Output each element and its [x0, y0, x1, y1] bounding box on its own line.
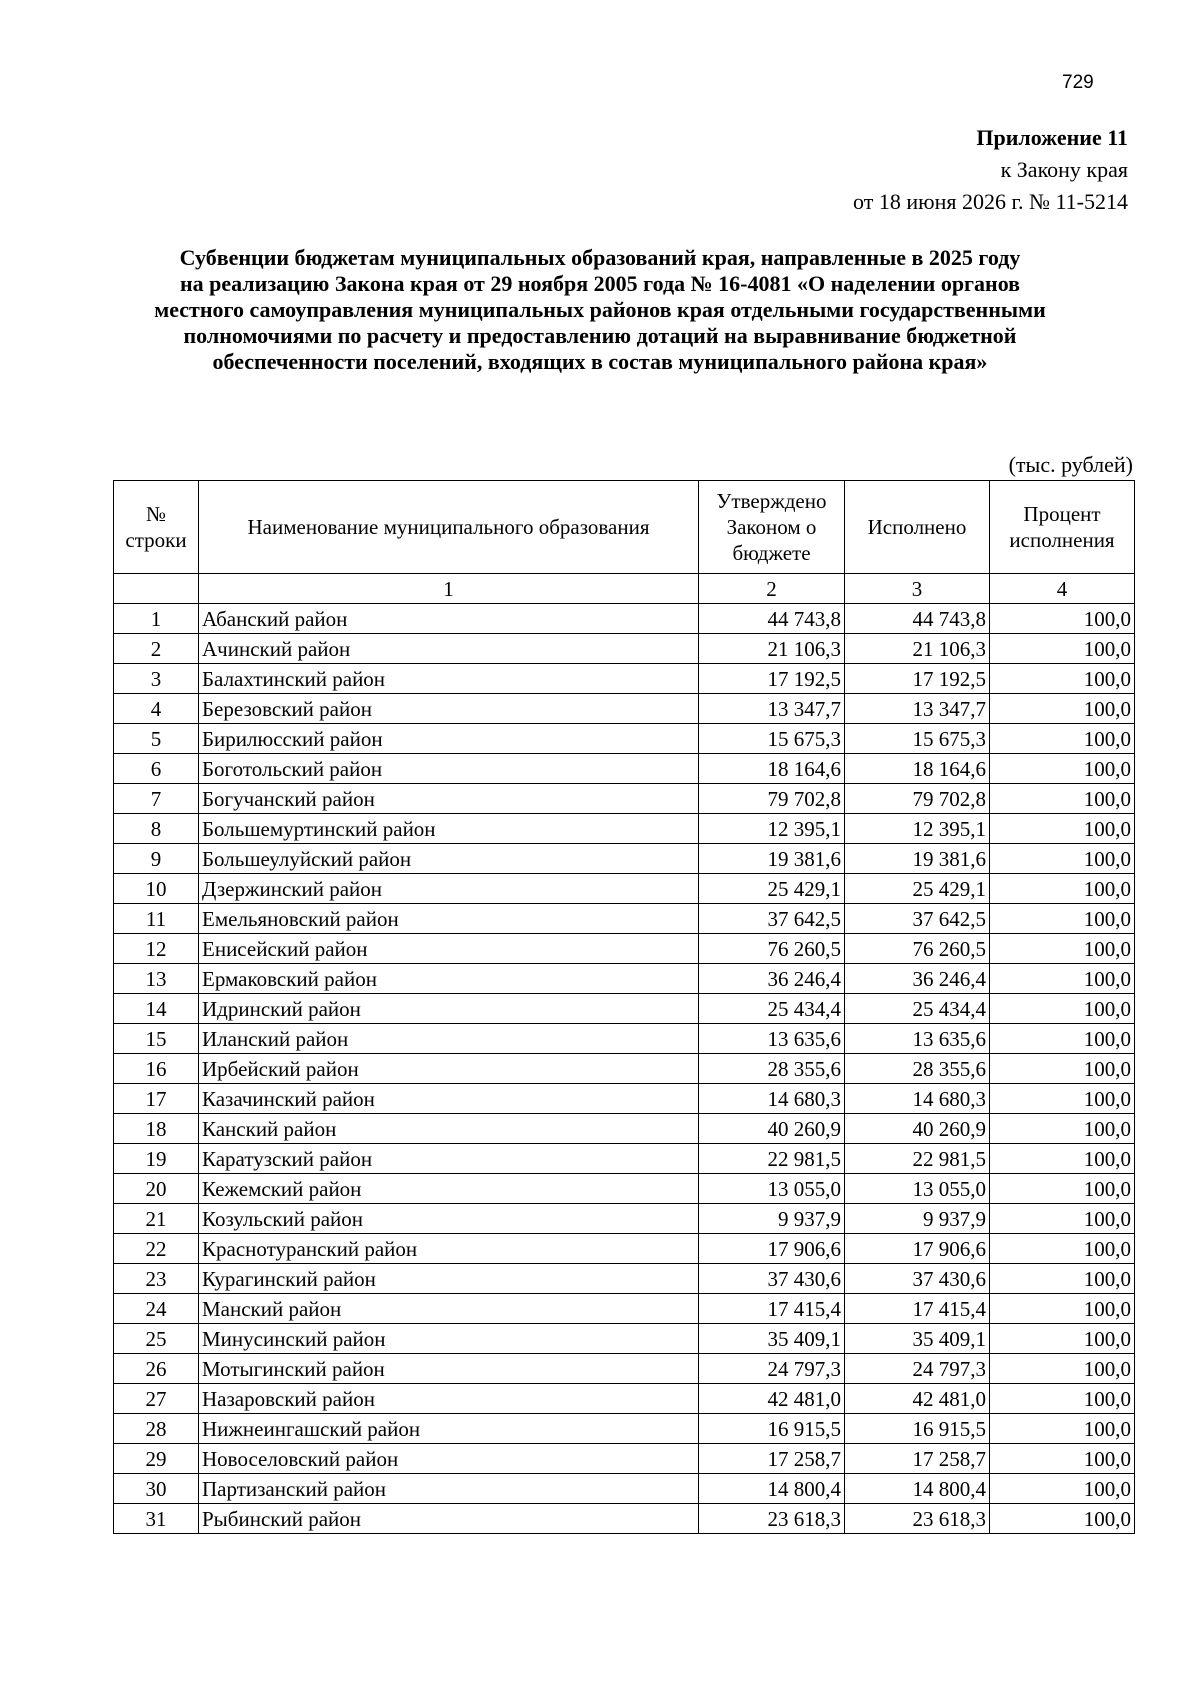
column-number: 4 [990, 574, 1135, 604]
table-row [114, 994, 1135, 1024]
header-approved [699, 481, 845, 574]
municipality-name-cell: Большеулуйский район [199, 844, 699, 874]
percent-cell: 100,0 [990, 694, 1135, 724]
header-approved-line: Утверждено [716, 489, 827, 513]
executed-amount-cell: 17 415,4 [845, 1294, 990, 1324]
row-number-cell: 17 [114, 1084, 199, 1114]
title-line: Субвенции бюджетам муниципальных образований края, направленные в 2025 году [179, 245, 1021, 270]
approved-amount-cell: 42 481,0 [699, 1384, 845, 1414]
header-row-number-line: строки [125, 528, 187, 552]
header-executed: Исполнено [845, 481, 990, 574]
table-header-row [114, 481, 1135, 574]
header-municipality-name: Наименование муниципального образования [199, 481, 699, 574]
appendix-title: Приложение 11 [976, 125, 1128, 150]
row-number-cell: 6 [114, 754, 199, 784]
executed-amount-cell: 37 642,5 [845, 904, 990, 934]
percent-cell: 100,0 [990, 1444, 1135, 1474]
municipality-name-cell: Ермаковский район [199, 964, 699, 994]
municipality-name-cell: Идринский район [199, 994, 699, 1024]
percent-cell: 100,0 [990, 1084, 1135, 1114]
executed-amount-cell: 17 906,6 [845, 1234, 990, 1264]
percent-cell: 100,0 [990, 1174, 1135, 1204]
table-row [114, 1234, 1135, 1264]
municipality-name-cell: Канский район [199, 1114, 699, 1144]
executed-amount-cell: 15 675,3 [845, 724, 990, 754]
approved-amount-cell: 18 164,6 [699, 754, 845, 784]
municipality-name-cell: Березовский район [199, 694, 699, 724]
municipality-name-cell: Балахтинский район [199, 664, 699, 694]
header-percent-line: исполнения [1009, 528, 1115, 552]
percent-cell: 100,0 [990, 1114, 1135, 1144]
municipality-name-cell: Минусинский район [199, 1324, 699, 1354]
approved-amount-cell: 23 618,3 [699, 1504, 845, 1534]
header-row-number [114, 481, 199, 574]
executed-amount-cell: 40 260,9 [845, 1114, 990, 1144]
approved-amount-cell: 9 937,9 [699, 1204, 845, 1234]
table-row [114, 934, 1135, 964]
municipality-name-cell: Партизанский район [199, 1474, 699, 1504]
municipality-name-cell: Енисейский район [199, 934, 699, 964]
approved-amount-cell: 17 258,7 [699, 1444, 845, 1474]
percent-cell: 100,0 [990, 754, 1135, 784]
executed-amount-cell: 79 702,8 [845, 784, 990, 814]
percent-cell: 100,0 [990, 1354, 1135, 1384]
percent-cell: 100,0 [990, 1054, 1135, 1084]
municipality-name-cell: Бирилюсский район [199, 724, 699, 754]
appendix-law-date: от 18 июня 2026 г. № 11-5214 [853, 189, 1128, 214]
municipality-name-cell: Ирбейский район [199, 1054, 699, 1084]
row-number-cell: 21 [114, 1204, 199, 1234]
approved-amount-cell: 36 246,4 [699, 964, 845, 994]
table-row [114, 784, 1135, 814]
row-number-cell: 2 [114, 634, 199, 664]
row-number-cell: 20 [114, 1174, 199, 1204]
municipality-name-cell: Абанский район [199, 604, 699, 634]
percent-cell: 100,0 [990, 1474, 1135, 1504]
table-body [114, 604, 1135, 1534]
table-row [114, 1444, 1135, 1474]
table-row [114, 1384, 1135, 1414]
percent-cell: 100,0 [990, 1504, 1135, 1534]
row-number-cell: 15 [114, 1024, 199, 1054]
approved-amount-cell: 21 106,3 [699, 634, 845, 664]
approved-amount-cell: 25 434,4 [699, 994, 845, 1024]
approved-amount-cell: 76 260,5 [699, 934, 845, 964]
executed-amount-cell: 13 635,6 [845, 1024, 990, 1054]
municipality-name-cell: Большемуртинский район [199, 814, 699, 844]
table-row [114, 1114, 1135, 1144]
executed-amount-cell: 42 481,0 [845, 1384, 990, 1414]
municipality-name-cell: Мотыгинский район [199, 1354, 699, 1384]
executed-amount-cell: 22 981,5 [845, 1144, 990, 1174]
row-number-cell: 3 [114, 664, 199, 694]
municipality-name-cell: Рыбинский район [199, 1504, 699, 1534]
approved-amount-cell: 37 642,5 [699, 904, 845, 934]
header-approved-line: бюджете [732, 541, 811, 565]
executed-amount-cell: 14 680,3 [845, 1084, 990, 1114]
executed-amount-cell: 13 055,0 [845, 1174, 990, 1204]
percent-cell: 100,0 [990, 634, 1135, 664]
percent-cell: 100,0 [990, 1024, 1135, 1054]
table-row [114, 1324, 1135, 1354]
column-number-empty [114, 574, 199, 604]
approved-amount-cell: 35 409,1 [699, 1324, 845, 1354]
percent-cell: 100,0 [990, 1204, 1135, 1234]
percent-cell: 100,0 [990, 1414, 1135, 1444]
title-line: полномочиями по расчету и предоставлению дотаций на выравнивание бюджетной [183, 323, 1017, 348]
executed-amount-cell: 21 106,3 [845, 634, 990, 664]
table-row [114, 1504, 1135, 1534]
percent-cell: 100,0 [990, 964, 1135, 994]
municipality-name-cell: Новоселовский район [199, 1444, 699, 1474]
approved-amount-cell: 25 429,1 [699, 874, 845, 904]
row-number-cell: 26 [114, 1354, 199, 1384]
column-number: 1 [199, 574, 699, 604]
subventions-table [113, 480, 1135, 1534]
municipality-name-cell: Манский район [199, 1294, 699, 1324]
column-number: 3 [845, 574, 990, 604]
row-number-cell: 13 [114, 964, 199, 994]
table-row [114, 904, 1135, 934]
approved-amount-cell: 40 260,9 [699, 1114, 845, 1144]
row-number-cell: 31 [114, 1504, 199, 1534]
table-row [114, 1054, 1135, 1084]
municipality-name-cell: Козульский район [199, 1204, 699, 1234]
approved-amount-cell: 37 430,6 [699, 1264, 845, 1294]
row-number-cell: 4 [114, 694, 199, 724]
executed-amount-cell: 44 743,8 [845, 604, 990, 634]
approved-amount-cell: 44 743,8 [699, 604, 845, 634]
row-number-cell: 16 [114, 1054, 199, 1084]
municipality-name-cell: Каратузский район [199, 1144, 699, 1174]
table-row [114, 814, 1135, 844]
row-number-cell: 12 [114, 934, 199, 964]
row-number-cell: 28 [114, 1414, 199, 1444]
column-number: 2 [699, 574, 845, 604]
percent-cell: 100,0 [990, 1234, 1135, 1264]
executed-amount-cell: 12 395,1 [845, 814, 990, 844]
title-line: обеспеченности поселений, входящих в состав муниципального района края» [212, 349, 988, 374]
percent-cell: 100,0 [990, 1264, 1135, 1294]
table-row [114, 964, 1135, 994]
municipality-name-cell: Емельяновский район [199, 904, 699, 934]
approved-amount-cell: 79 702,8 [699, 784, 845, 814]
executed-amount-cell: 28 355,6 [845, 1054, 990, 1084]
percent-cell: 100,0 [990, 1144, 1135, 1174]
table-row [114, 1174, 1135, 1204]
percent-cell: 100,0 [990, 844, 1135, 874]
appendix-law-reference: к Закону края [1000, 157, 1128, 182]
approved-amount-cell: 13 635,6 [699, 1024, 845, 1054]
table-row [114, 664, 1135, 694]
document-title [100, 245, 1100, 375]
executed-amount-cell: 25 429,1 [845, 874, 990, 904]
table-row [114, 1024, 1135, 1054]
row-number-cell: 24 [114, 1294, 199, 1324]
percent-cell: 100,0 [990, 784, 1135, 814]
row-number-cell: 10 [114, 874, 199, 904]
percent-cell: 100,0 [990, 724, 1135, 754]
title-line: на реализацию Закона края от 29 ноября 2005 года № 16-4081 «О наделении органов [179, 271, 1021, 296]
row-number-cell: 11 [114, 904, 199, 934]
percent-cell: 100,0 [990, 904, 1135, 934]
executed-amount-cell: 14 800,4 [845, 1474, 990, 1504]
table-row [114, 724, 1135, 754]
executed-amount-cell: 25 434,4 [845, 994, 990, 1024]
table-row [114, 1204, 1135, 1234]
header-approved-line: Законом о [726, 515, 817, 539]
executed-amount-cell: 16 915,5 [845, 1414, 990, 1444]
column-number-row [114, 574, 1135, 604]
percent-cell: 100,0 [990, 994, 1135, 1024]
row-number-cell: 1 [114, 604, 199, 634]
approved-amount-cell: 14 800,4 [699, 1474, 845, 1504]
row-number-cell: 5 [114, 724, 199, 754]
units-label: (тыс. рублей) [1008, 452, 1133, 477]
municipality-name-cell: Боготольский район [199, 754, 699, 784]
executed-amount-cell: 35 409,1 [845, 1324, 990, 1354]
row-number-cell: 27 [114, 1384, 199, 1414]
row-number-cell: 30 [114, 1474, 199, 1504]
percent-cell: 100,0 [990, 604, 1135, 634]
row-number-cell: 29 [114, 1444, 199, 1474]
executed-amount-cell: 36 246,4 [845, 964, 990, 994]
row-number-cell: 18 [114, 1114, 199, 1144]
percent-cell: 100,0 [990, 874, 1135, 904]
row-number-cell: 19 [114, 1144, 199, 1174]
executed-amount-cell: 24 797,3 [845, 1354, 990, 1384]
table-row [114, 1084, 1135, 1114]
row-number-cell: 7 [114, 784, 199, 814]
table-row [114, 874, 1135, 904]
municipality-name-cell: Ачинский район [199, 634, 699, 664]
municipality-name-cell: Иланский район [199, 1024, 699, 1054]
municipality-name-cell: Нижнеингашский район [199, 1414, 699, 1444]
executed-amount-cell: 13 347,7 [845, 694, 990, 724]
approved-amount-cell: 22 981,5 [699, 1144, 845, 1174]
percent-cell: 100,0 [990, 1384, 1135, 1414]
row-number-cell: 9 [114, 844, 199, 874]
municipality-name-cell: Богучанский район [199, 784, 699, 814]
executed-amount-cell: 23 618,3 [845, 1504, 990, 1534]
percent-cell: 100,0 [990, 1294, 1135, 1324]
header-percent [990, 481, 1135, 574]
table-row [114, 634, 1135, 664]
approved-amount-cell: 12 395,1 [699, 814, 845, 844]
table-row [114, 1264, 1135, 1294]
approved-amount-cell: 13 347,7 [699, 694, 845, 724]
approved-amount-cell: 19 381,6 [699, 844, 845, 874]
title-line: местного самоуправления муниципальных районов края отдельными государственными [154, 297, 1046, 322]
table-row [114, 1354, 1135, 1384]
table-row [114, 1144, 1135, 1174]
row-number-cell: 14 [114, 994, 199, 1024]
row-number-cell: 23 [114, 1264, 199, 1294]
executed-amount-cell: 76 260,5 [845, 934, 990, 964]
table-row [114, 754, 1135, 784]
row-number-cell: 8 [114, 814, 199, 844]
percent-cell: 100,0 [990, 664, 1135, 694]
executed-amount-cell: 17 258,7 [845, 1444, 990, 1474]
executed-amount-cell: 17 192,5 [845, 664, 990, 694]
approved-amount-cell: 17 192,5 [699, 664, 845, 694]
municipality-name-cell: Краснотуранский район [199, 1234, 699, 1264]
approved-amount-cell: 16 915,5 [699, 1414, 845, 1444]
municipality-name-cell: Курагинский район [199, 1264, 699, 1294]
municipality-name-cell: Назаровский район [199, 1384, 699, 1414]
executed-amount-cell: 9 937,9 [845, 1204, 990, 1234]
table-row [114, 844, 1135, 874]
approved-amount-cell: 15 675,3 [699, 724, 845, 754]
municipality-name-cell: Казачинский район [199, 1084, 699, 1114]
table-row [114, 694, 1135, 724]
executed-amount-cell: 19 381,6 [845, 844, 990, 874]
header-row-number-line: № [145, 502, 167, 526]
header-percent-line: Процент [1023, 502, 1101, 526]
percent-cell: 100,0 [990, 1324, 1135, 1354]
approved-amount-cell: 17 415,4 [699, 1294, 845, 1324]
executed-amount-cell: 18 164,6 [845, 754, 990, 784]
percent-cell: 100,0 [990, 934, 1135, 964]
row-number-cell: 25 [114, 1324, 199, 1354]
municipality-name-cell: Кежемский район [199, 1174, 699, 1204]
approved-amount-cell: 17 906,6 [699, 1234, 845, 1264]
approved-amount-cell: 24 797,3 [699, 1354, 845, 1384]
table-row [114, 1474, 1135, 1504]
approved-amount-cell: 13 055,0 [699, 1174, 845, 1204]
table-row [114, 1294, 1135, 1324]
appendix-block [853, 122, 1128, 218]
approved-amount-cell: 14 680,3 [699, 1084, 845, 1114]
executed-amount-cell: 37 430,6 [845, 1264, 990, 1294]
table-row [114, 1414, 1135, 1444]
table-row [114, 604, 1135, 634]
row-number-cell: 22 [114, 1234, 199, 1264]
page-number: 729 [1062, 72, 1094, 93]
approved-amount-cell: 28 355,6 [699, 1054, 845, 1084]
municipality-name-cell: Дзержинский район [199, 874, 699, 904]
percent-cell: 100,0 [990, 814, 1135, 844]
